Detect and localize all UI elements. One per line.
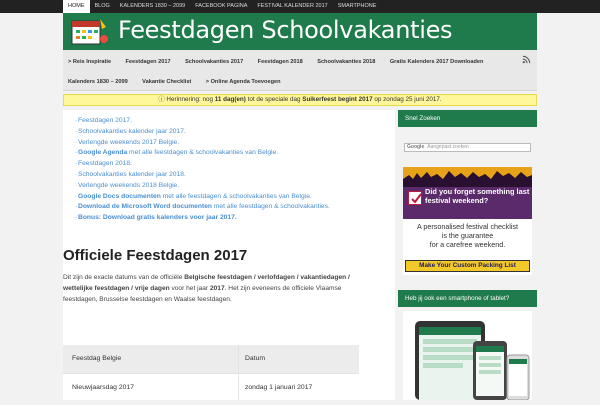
- quick-link[interactable]: ·Google Docs documenten met alle feestdagen & schoolvakanties van Belgie.: [75, 192, 312, 200]
- notice-days: 11 dag(en): [214, 96, 246, 103]
- quick-link[interactable]: ·Bonus: Download gratis kalenders voor jaar 2017.: [75, 214, 237, 222]
- nav-item-feestdagen-2017[interactable]: Feestdagen 2017: [125, 59, 171, 65]
- packing-list-button[interactable]: Make Your Custom Packing List: [405, 260, 530, 272]
- site-title[interactable]: Feestdagen Schoolvakanties: [118, 16, 453, 44]
- ad-line-1: A personalised festival checklist: [416, 222, 519, 231]
- crowd-silhouette-icon: [403, 167, 532, 187]
- ad-banner-top: [403, 167, 532, 219]
- main-content: [63, 110, 395, 400]
- notice-prefix: Herinnering: nog: [166, 96, 213, 103]
- table-row: [63, 373, 359, 400]
- quick-link[interactable]: ·Google Agenda met alle feestdagen & schoolvakanties van Belgie.: [75, 149, 279, 157]
- ad-headline: Did you forget something last festival weekend?: [425, 187, 530, 205]
- checkbox-icon: [408, 191, 422, 205]
- nav-item-schoolvakanties-2017[interactable]: Schoolvakanties 2017: [185, 59, 244, 65]
- notice-suffix: op zondag 25 juni 2017.: [374, 96, 442, 103]
- ad-body-text: [403, 222, 532, 249]
- phone-tablet-icon: [403, 311, 532, 400]
- top-menu-bar: [0, 0, 600, 13]
- quick-link[interactable]: ·Download de Microsoft Word documenten met alle feestdagen & schoolvakanties.: [75, 203, 330, 211]
- nav-item-schoolvakanties-2018[interactable]: Schoolvakanties 2018: [317, 59, 376, 65]
- sidebar: [398, 110, 537, 400]
- table-cell-date: zondag 1 januari 2017: [245, 384, 313, 391]
- notice-middle: tot de speciale dag: [247, 96, 301, 103]
- nav-item-reis-inspiratie[interactable]: > Reis Inspiratie: [68, 59, 112, 65]
- nav-item-vakantie-checklist[interactable]: Vakantie Checklist: [142, 79, 192, 85]
- nav-item-kalenders[interactable]: Kalenders 1830 – 2099: [68, 79, 128, 85]
- top-menu-home[interactable]: HOME: [63, 0, 90, 13]
- main-navigation: [63, 50, 537, 91]
- top-menu-festival[interactable]: FESTIVAL KALENDER 2017: [257, 3, 328, 9]
- site-header: [63, 13, 537, 50]
- nav-item-online-agenda[interactable]: > Online Agenda Toevoegen: [205, 79, 281, 85]
- calendar-logo-icon[interactable]: [70, 17, 108, 46]
- holiday-table-header: [63, 345, 359, 373]
- quick-link[interactable]: ·Feestdagen 2018.: [75, 160, 132, 168]
- info-icon: ⓘ: [158, 96, 165, 103]
- ad-line-2: is the guarantee: [441, 231, 494, 240]
- smartphone-app-image[interactable]: [403, 311, 532, 400]
- google-label: Google: [407, 144, 425, 150]
- column-header-feestdag: Feestdag Belgie: [72, 355, 122, 362]
- quick-link[interactable]: ·Schoolvakanties kalender jaar 2017.: [75, 127, 186, 135]
- ad-line-3: for a carefree weekend.: [429, 240, 506, 249]
- top-menu-kalenders[interactable]: KALENDERS 1830 – 2099: [119, 3, 186, 9]
- table-column-divider: [238, 345, 239, 400]
- search-widget-title: Snel Zoeken: [398, 110, 537, 127]
- nav-item-gratis-kalenders[interactable]: Gratis Kalenders 2017 Downloaden: [389, 59, 484, 65]
- top-menu-blog[interactable]: BLOG: [94, 3, 110, 9]
- top-menu-facebook[interactable]: FACEBOOK PAGINA: [195, 3, 248, 9]
- quick-link[interactable]: ·Feestdagen 2017.: [75, 117, 132, 124]
- quick-link[interactable]: ·Verlengde weekends 2017 Belgie.: [75, 138, 180, 146]
- table-cell-holiday: Nieuwjaarsdag 2017: [72, 384, 134, 391]
- column-header-datum: Datum: [245, 355, 266, 362]
- reminder-notice: [63, 94, 537, 106]
- festival-checklist-ad[interactable]: [403, 167, 532, 275]
- quick-link[interactable]: ·Verlengde weekends 2018 Belgie.: [75, 181, 180, 189]
- search-input[interactable]: [404, 143, 531, 152]
- quick-link[interactable]: ·Schoolvakanties kalender jaar 2018.: [75, 170, 186, 178]
- search-placeholder: Aangepast zoeken: [427, 144, 469, 150]
- nav-item-feestdagen-2018[interactable]: Feestdagen 2018: [257, 59, 303, 65]
- page-title: Officiele Feestdagen 2017: [63, 247, 248, 264]
- quick-links-list: [75, 116, 330, 224]
- rss-icon[interactable]: [522, 55, 531, 64]
- notice-event: Suikerfeest begint 2017: [302, 96, 373, 103]
- top-menu-smartphone[interactable]: SMARTPHONE: [337, 3, 377, 9]
- smartphone-widget-title: Heb jij ook een smartphone of tablet?: [398, 290, 537, 307]
- intro-paragraph: Dit zijn de exacte datums van de officiële Belgische feestdagen / verlofdagen / vakantiedagen / wettelijke feestdagen / vrije dagen voor het jaar 2017. Het zijn eveneens de officiele Vlaamse feestdagen, Brusselse feestdagen en Waalse feestdagen.: [63, 274, 350, 303]
